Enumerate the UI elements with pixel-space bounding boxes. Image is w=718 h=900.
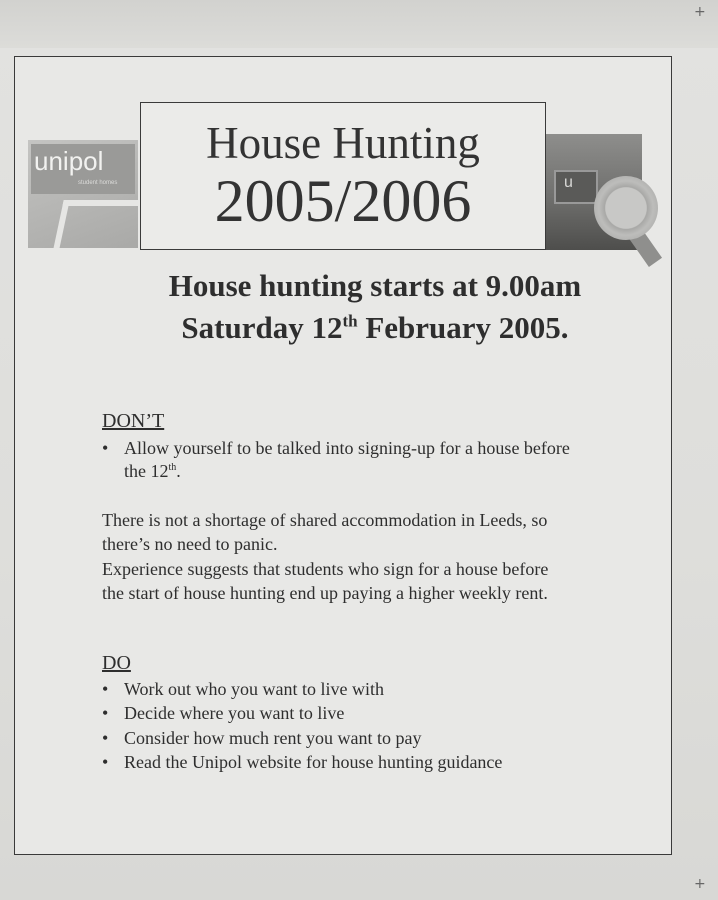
bullet-icon: • bbox=[102, 728, 109, 748]
title-line-2: 2005/2006 bbox=[214, 168, 472, 234]
do-heading: DO bbox=[102, 652, 131, 674]
building-photo: u bbox=[544, 134, 642, 250]
bullet-icon: • bbox=[102, 752, 109, 772]
do-item-text: Consider how much rent you want to pay bbox=[124, 728, 422, 748]
do-item-text: Decide where you want to live bbox=[124, 703, 345, 723]
unipol-logo bbox=[28, 140, 138, 248]
headline-line-2: Saturday 12th February 2005. bbox=[181, 310, 569, 345]
dont-para-1-line-2: there’s no need to panic. bbox=[102, 534, 278, 554]
bullet-icon: • bbox=[102, 438, 109, 458]
bullet-icon: • bbox=[102, 703, 109, 723]
dont-para-1-line-1: There is not a shortage of shared accommodation in Leeds, so bbox=[102, 510, 548, 530]
dont-bullet-line-1: Allow yourself to be talked into signing-up for a house before bbox=[124, 438, 570, 458]
headline-line-1: House hunting starts at 9.00am bbox=[168, 268, 582, 303]
bullet-icon: • bbox=[102, 679, 109, 699]
dont-heading: DON’T bbox=[102, 410, 165, 432]
logo-subtext: student homes bbox=[78, 180, 118, 186]
title-box bbox=[140, 102, 546, 250]
do-item-text: Read the Unipol website for house hunting guidance bbox=[124, 752, 503, 772]
dont-para-2-line-2: the start of house hunting end up paying a higher weekly rent. bbox=[102, 583, 548, 603]
photo-window bbox=[554, 170, 598, 204]
dont-bullet-line-2: the 12th. bbox=[124, 461, 181, 481]
award-seal-icon bbox=[594, 176, 658, 240]
crop-mark-icon: + bbox=[694, 4, 706, 20]
masthead-strip bbox=[0, 0, 718, 48]
logo-graphic bbox=[52, 200, 138, 248]
title-line-1: House Hunting bbox=[206, 118, 480, 168]
logo-text: unipol bbox=[34, 146, 104, 176]
dont-para-2-line-1: Experience suggests that students who sign for a house before bbox=[102, 559, 549, 579]
crop-mark-icon: + bbox=[694, 876, 706, 892]
do-item-text: Work out who you want to live with bbox=[124, 679, 385, 699]
